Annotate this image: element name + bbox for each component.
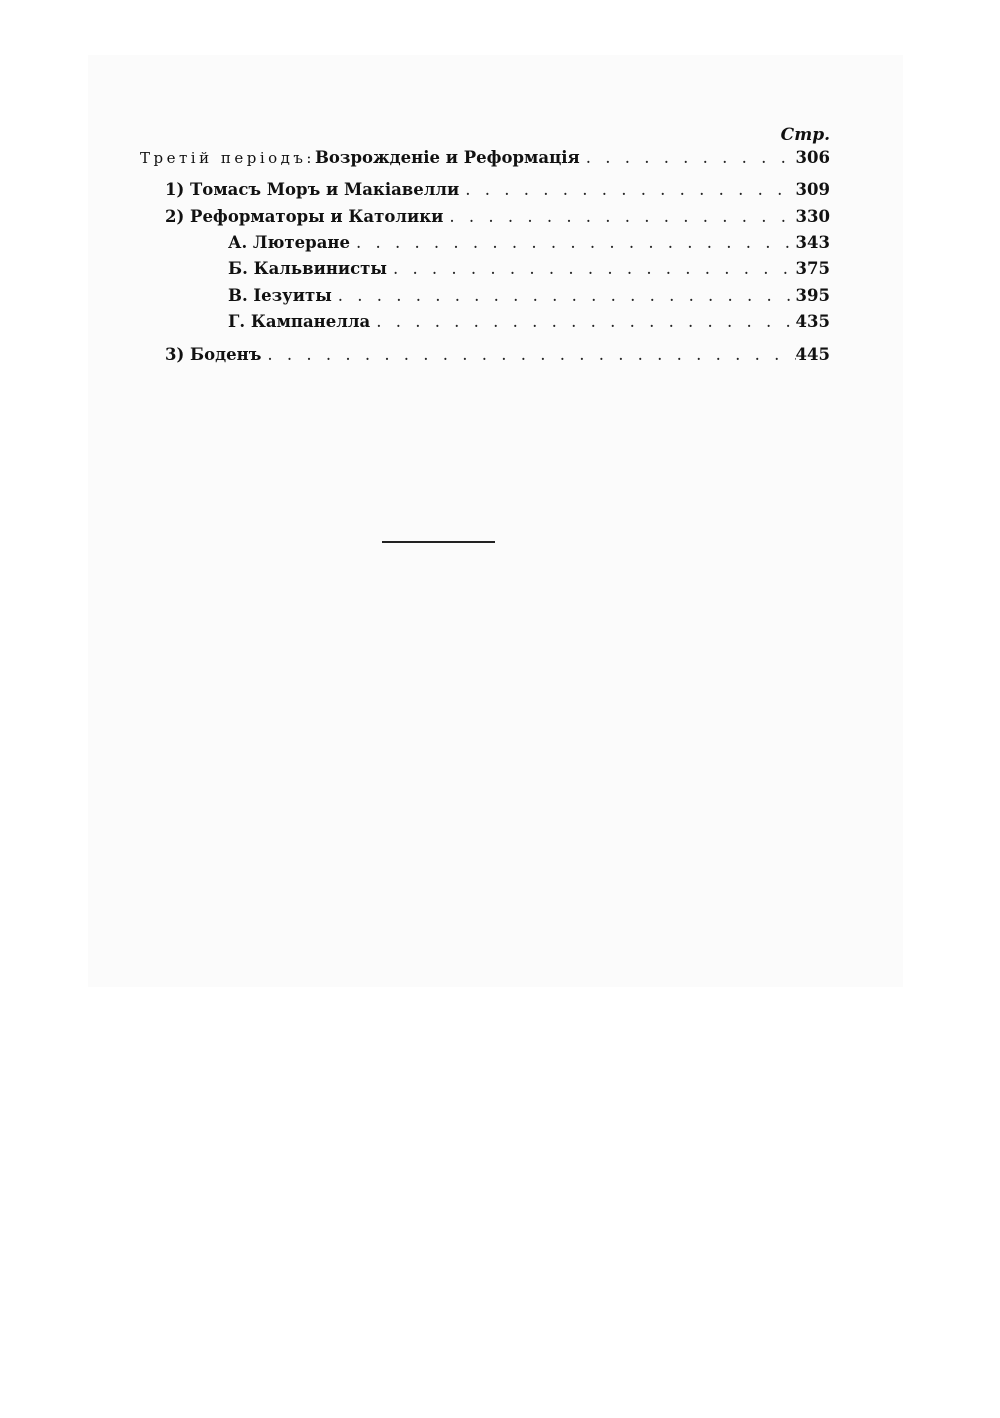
- leader-dots: [332, 286, 796, 305]
- leader-dots: [350, 233, 796, 252]
- toc-entry-title: 2) Реформаторы и Католики: [165, 207, 444, 226]
- toc-entry-title: А. Лютеране: [228, 233, 350, 252]
- toc-entry-title: Б. Кальвинисты: [228, 259, 387, 278]
- toc-entry-title: 3) Боденъ: [165, 345, 262, 364]
- toc-subentry[interactable]: [228, 286, 830, 305]
- toc-entry-page: 343: [795, 233, 830, 252]
- toc-subentry[interactable]: [228, 259, 830, 278]
- toc-entry-prefix: Третій періодъ:: [140, 149, 315, 167]
- leader-dots: [580, 148, 796, 167]
- leader-dots: [387, 259, 796, 278]
- toc-entry-title: Г. Кампанелла: [228, 312, 371, 331]
- toc-entry-page: 395: [795, 286, 830, 305]
- toc-entry-title: В. Іезуиты: [228, 286, 332, 305]
- toc-entry-page: 330: [795, 207, 830, 226]
- toc-entry-page: 306: [795, 148, 830, 167]
- leader-dots: [459, 180, 795, 199]
- leader-dots: [261, 345, 795, 364]
- toc-entry-title: Возрожденіе и Реформація: [314, 148, 580, 167]
- page-column-header: Стр.: [780, 125, 830, 145]
- toc-entry[interactable]: [165, 180, 830, 199]
- toc-entry-page: 375: [795, 259, 830, 278]
- toc-entry-period[interactable]: [140, 148, 830, 167]
- toc-entry-title: 1) Томасъ Моръ и Макіавелли: [165, 180, 460, 199]
- toc-subentry[interactable]: [228, 233, 830, 252]
- toc-entry-page: 309: [795, 180, 830, 199]
- leader-dots: [443, 207, 795, 226]
- toc-entry-page: 445: [795, 345, 830, 364]
- toc-subentry[interactable]: [228, 312, 830, 331]
- toc-entry-page: 435: [795, 312, 830, 331]
- toc-entry[interactable]: [165, 345, 830, 364]
- end-rule-divider: [382, 541, 495, 543]
- leader-dots: [370, 312, 795, 331]
- toc-entry[interactable]: [165, 207, 830, 226]
